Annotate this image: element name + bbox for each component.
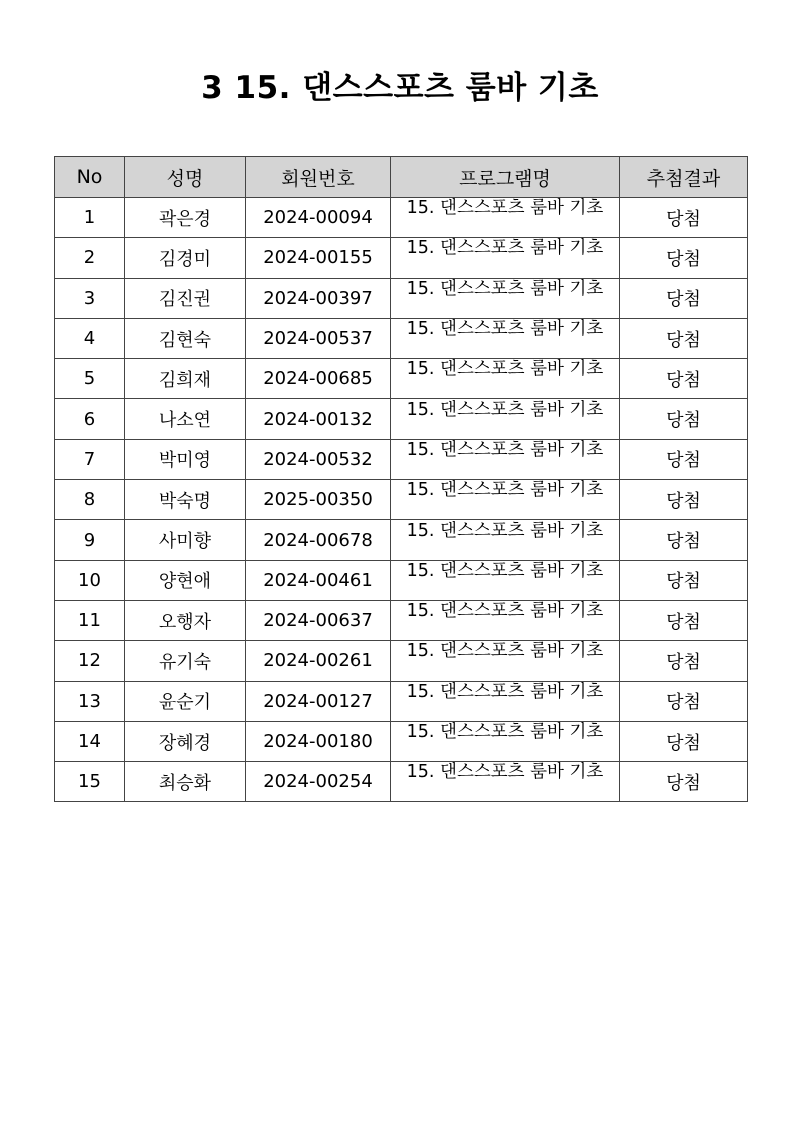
cell-no: 6: [55, 399, 125, 439]
program-name-text: 15. 댄스스포츠 룸바 기초: [406, 560, 604, 581]
cell-member-id: 2024-00132: [246, 399, 391, 439]
cell-member-id: 2024-00637: [246, 600, 391, 640]
table-row: [55, 359, 748, 399]
table-row: [55, 318, 748, 358]
cell-program: [391, 399, 620, 439]
program-name-text: 15. 댄스스포츠 룸바 기초: [406, 601, 604, 622]
cell-no: 3: [55, 278, 125, 318]
table-row: [55, 480, 748, 520]
cell-result: 당첨: [620, 480, 748, 520]
cell-program: [391, 318, 620, 358]
program-name-text: 15. 댄스스포츠 룸바 기초: [406, 439, 604, 460]
cell-result: 당첨: [620, 238, 748, 278]
cell-result: 당첨: [620, 721, 748, 761]
cell-program: [391, 520, 620, 560]
cell-result: 당첨: [620, 359, 748, 399]
cell-member-id: 2024-00685: [246, 359, 391, 399]
cell-program: [391, 278, 620, 318]
cell-name: 박숙명: [125, 480, 246, 520]
program-name-text: 15. 댄스스포츠 룸바 기초: [406, 681, 604, 702]
cell-result: 당첨: [620, 399, 748, 439]
table-row: [55, 399, 748, 439]
header-member-id: 회원번호: [246, 157, 391, 198]
table-row: [55, 238, 748, 278]
program-name-text: 15. 댄스스포츠 룸바 기초: [406, 238, 604, 259]
cell-name: 박미영: [125, 439, 246, 479]
cell-program: [391, 238, 620, 278]
header-name: 성명: [125, 157, 246, 198]
cell-program: [391, 681, 620, 721]
cell-name: 유기숙: [125, 641, 246, 681]
table-row: [55, 560, 748, 600]
lottery-result-table: [54, 156, 748, 802]
program-name-text: 15. 댄스스포츠 룸바 기초: [406, 359, 604, 380]
cell-program: [391, 560, 620, 600]
cell-result: 당첨: [620, 600, 748, 640]
cell-result: 당첨: [620, 278, 748, 318]
program-name-text: 15. 댄스스포츠 룸바 기초: [406, 520, 604, 541]
program-name-text: 15. 댄스스포츠 룸바 기초: [406, 762, 604, 783]
cell-member-id: 2024-00094: [246, 198, 391, 238]
program-name-text: 15. 댄스스포츠 룸바 기초: [406, 319, 604, 340]
cell-no: 1: [55, 198, 125, 238]
program-name-text: 15. 댄스스포츠 룸바 기초: [406, 722, 604, 742]
program-name-text: 15. 댄스스포츠 룸바 기초: [406, 399, 604, 420]
cell-result: 당첨: [620, 439, 748, 479]
cell-member-id: 2024-00532: [246, 439, 391, 479]
table-row: [55, 681, 748, 721]
cell-name: 곽은경: [125, 198, 246, 238]
cell-program: [391, 762, 620, 802]
cell-member-id: 2024-00461: [246, 560, 391, 600]
cell-name: 장혜경: [125, 721, 246, 761]
table-body: [55, 198, 748, 802]
cell-result: 당첨: [620, 681, 748, 721]
cell-program: [391, 439, 620, 479]
program-name-text: 15. 댄스스포츠 룸바 기초: [406, 641, 604, 662]
table-row: [55, 641, 748, 681]
program-name-text: 15. 댄스스포츠 룸바 기초: [406, 198, 604, 219]
cell-program: [391, 359, 620, 399]
cell-member-id: 2024-00180: [246, 721, 391, 761]
cell-no: 15: [55, 762, 125, 802]
program-name-text: 15. 댄스스포츠 룸바 기초: [406, 480, 604, 501]
cell-no: 4: [55, 318, 125, 358]
header-program: 프로그램명: [391, 157, 620, 198]
table-row: [55, 600, 748, 640]
cell-member-id: 2024-00397: [246, 278, 391, 318]
header-no: No: [55, 157, 125, 198]
cell-no: 7: [55, 439, 125, 479]
cell-member-id: 2024-00254: [246, 762, 391, 802]
cell-no: 12: [55, 641, 125, 681]
cell-no: 2: [55, 238, 125, 278]
cell-program: [391, 480, 620, 520]
cell-name: 윤순기: [125, 681, 246, 721]
table-row: [55, 439, 748, 479]
cell-no: 14: [55, 721, 125, 761]
cell-result: 당첨: [620, 520, 748, 560]
cell-name: 김경미: [125, 238, 246, 278]
table-row: [55, 198, 748, 238]
cell-no: 9: [55, 520, 125, 560]
cell-member-id: 2024-00678: [246, 520, 391, 560]
cell-result: 당첨: [620, 318, 748, 358]
cell-member-id: 2025-00350: [246, 480, 391, 520]
table-row: [55, 762, 748, 802]
cell-name: 양현애: [125, 560, 246, 600]
cell-no: 8: [55, 480, 125, 520]
cell-no: 11: [55, 600, 125, 640]
cell-program: [391, 600, 620, 640]
cell-name: 김현숙: [125, 318, 246, 358]
cell-member-id: 2024-00537: [246, 318, 391, 358]
cell-result: 당첨: [620, 560, 748, 600]
cell-member-id: 2024-00155: [246, 238, 391, 278]
page-title: 3 15. 댄스스포츠 룸바 기초: [201, 70, 599, 106]
cell-result: 당첨: [620, 198, 748, 238]
cell-program: [391, 198, 620, 238]
table-header: [55, 157, 748, 198]
header-result: 추첨결과: [620, 157, 748, 198]
program-name-text: 15. 댄스스포츠 룸바 기초: [406, 278, 604, 299]
cell-result: 당첨: [620, 641, 748, 681]
cell-name: 사미향: [125, 520, 246, 560]
cell-no: 10: [55, 560, 125, 600]
cell-name: 김진권: [125, 278, 246, 318]
cell-member-id: 2024-00127: [246, 681, 391, 721]
cell-program: [391, 721, 620, 761]
cell-member-id: 2024-00261: [246, 641, 391, 681]
cell-no: 13: [55, 681, 125, 721]
cell-name: 김희재: [125, 359, 246, 399]
cell-no: 5: [55, 359, 125, 399]
table-row: [55, 278, 748, 318]
cell-name: 최승화: [125, 762, 246, 802]
cell-result: 당첨: [620, 762, 748, 802]
table-row: [55, 520, 748, 560]
table-row: [55, 721, 748, 761]
cell-name: 오행자: [125, 600, 246, 640]
header-row: [55, 157, 748, 198]
cell-program: [391, 641, 620, 681]
cell-name: 나소연: [125, 399, 246, 439]
